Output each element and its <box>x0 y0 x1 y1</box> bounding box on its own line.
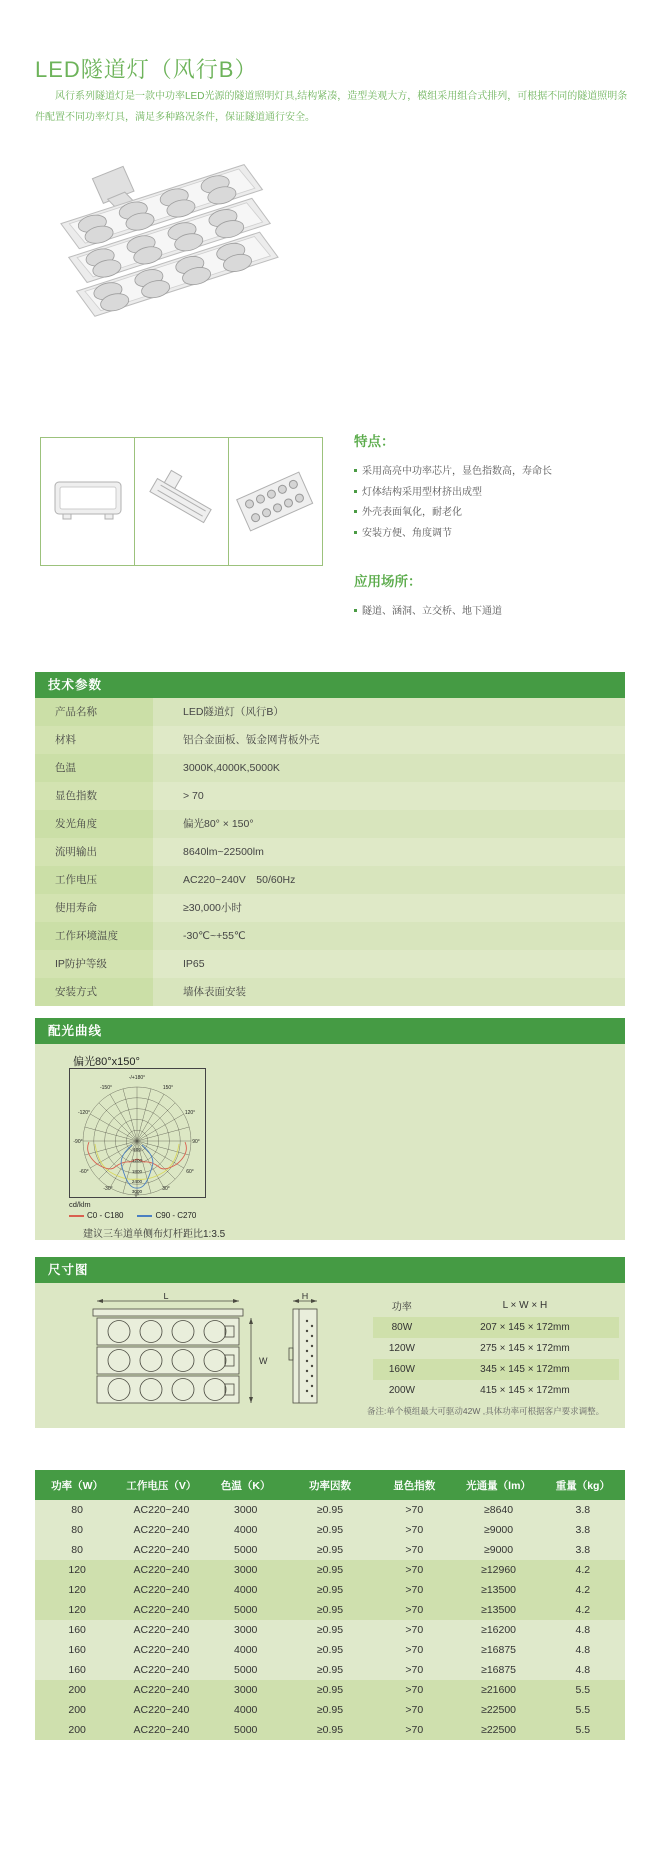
cell: ≥0.95 <box>288 1600 372 1620</box>
bullet-icon <box>354 490 357 493</box>
dimension-table-header <box>373 1293 619 1317</box>
cell: >70 <box>372 1560 456 1580</box>
tech-param-row: 安装方式 墙体表面安装 <box>35 978 625 1006</box>
cell: 4000 <box>204 1520 288 1540</box>
cell: AC220~240 <box>119 1720 203 1740</box>
cell: ≥13500 <box>456 1600 540 1620</box>
dimension-row <box>373 1338 619 1359</box>
spec-row <box>35 1700 625 1720</box>
cell: ≥13500 <box>456 1580 540 1600</box>
cell: AC220~240 <box>119 1520 203 1540</box>
page-title: LED隧道灯（风行B） <box>35 56 258 82</box>
angle-tick: -90° <box>73 1139 83 1145</box>
cell: ≥0.95 <box>288 1680 372 1700</box>
angle-tick: 0° <box>134 1192 140 1197</box>
dimension-row <box>373 1317 619 1338</box>
cell: >70 <box>372 1660 456 1680</box>
photometric-header: 配光曲线 <box>35 1018 625 1044</box>
photometric-panel <box>35 1044 625 1240</box>
angle-tick: 60° <box>186 1169 194 1175</box>
chart-legend <box>69 1211 210 1220</box>
bullet-icon <box>354 469 357 472</box>
cell: ≥0.95 <box>288 1520 372 1540</box>
cell: ≥21600 <box>456 1680 540 1700</box>
spec-row <box>35 1620 625 1640</box>
cell: >70 <box>372 1500 456 1520</box>
cell: 4.2 <box>541 1560 625 1580</box>
cell: ≥0.95 <box>288 1500 372 1520</box>
legend-blue-line-icon <box>137 1215 152 1217</box>
tech-params-table <box>35 698 625 1006</box>
legend-item <box>69 1211 123 1220</box>
cell: >70 <box>372 1620 456 1640</box>
cell: 160 <box>35 1640 119 1660</box>
spec-table-header <box>35 1470 625 1500</box>
cell: 200W <box>388 1385 415 1396</box>
cell: 200 <box>35 1720 119 1740</box>
list-item: 隧道、涵洞、立交桥、地下通道 <box>354 602 629 623</box>
applications-heading: 应用场所： <box>354 574 422 589</box>
tech-param-row: 工作环境温度 -30℃~+55℃ <box>35 922 625 950</box>
cell: 5.5 <box>541 1680 625 1700</box>
unit-label: cd/klm <box>69 1200 91 1209</box>
angle-tick: -60° <box>79 1169 89 1175</box>
cell: 5000 <box>204 1600 288 1620</box>
front-view-drawing <box>75 1293 275 1415</box>
column-header: 功率（W） <box>35 1470 119 1500</box>
cell: 5.5 <box>541 1700 625 1720</box>
angle-tick: 120° <box>184 1110 196 1116</box>
spec-row <box>35 1600 625 1620</box>
thumbnail-angled-view[interactable] <box>134 437 229 566</box>
light-distribution-curve <box>70 1069 205 1197</box>
column-header: 功率因数 <box>288 1470 372 1500</box>
angle-tick: -120° <box>77 1110 91 1116</box>
cell: AC220~240 <box>119 1660 203 1680</box>
spec-row <box>35 1660 625 1680</box>
cell: 4000 <box>204 1580 288 1600</box>
cell: 4.2 <box>541 1580 625 1600</box>
list-item: 外壳表面氧化，耐老化 <box>354 503 629 524</box>
cell: ≥9000 <box>456 1540 540 1560</box>
cell: 3.8 <box>541 1520 625 1540</box>
dim-label-L: L <box>163 1293 169 1301</box>
intro-paragraph: 风行系列隧道灯是一款中功率LED光源的隧道照明灯具,结构紧凑，造型美观大方，模组采用组合式排列，可根据不同的隧道照明条件配置不同功率灯具，满足多种路况条件，保证隧道通行安全。 <box>35 91 628 123</box>
spec-row <box>35 1540 625 1560</box>
beam-angle-label: 偏光80°x150° <box>73 1056 140 1068</box>
product-photo <box>45 145 300 395</box>
cell: ≥0.95 <box>288 1540 372 1560</box>
cell: >70 <box>372 1540 456 1560</box>
spec-row <box>35 1580 625 1600</box>
cell: 345 × 145 × 172mm <box>480 1364 570 1375</box>
column-header: 显色指数 <box>372 1470 456 1500</box>
cell: 4.8 <box>541 1620 625 1640</box>
cell: >70 <box>372 1720 456 1740</box>
cell: 3000 <box>204 1560 288 1580</box>
dimensions-panel <box>35 1283 625 1428</box>
cell: 80 <box>35 1500 119 1520</box>
cell: 160W <box>388 1364 415 1375</box>
radial-tick: 1800 <box>131 1169 143 1174</box>
radial-tick: 600 <box>133 1147 141 1152</box>
cell: 4.8 <box>541 1640 625 1660</box>
spec-row <box>35 1500 625 1520</box>
dimension-row <box>373 1359 619 1380</box>
dim-label-H: H <box>301 1293 309 1301</box>
cell: 3000 <box>204 1620 288 1640</box>
cell: 4000 <box>204 1700 288 1720</box>
cell: ≥0.95 <box>288 1640 372 1660</box>
cell: ≥22500 <box>456 1700 540 1720</box>
cell: >70 <box>372 1640 456 1660</box>
tunnel-light-illustration <box>45 145 300 395</box>
list-item: 灯体结构采用型材挤出成型 <box>354 483 629 504</box>
tech-param-row: 工作电压 AC220~240V 50/60Hz <box>35 866 625 894</box>
cell: AC220~240 <box>119 1600 203 1620</box>
radial-tick: 3000 <box>131 1189 143 1194</box>
cell: 3.8 <box>541 1500 625 1520</box>
cell: 160 <box>35 1620 119 1640</box>
angle-tick: 150° <box>162 1085 174 1091</box>
cell: 3000 <box>204 1500 288 1520</box>
cell: 120 <box>35 1580 119 1600</box>
cell: 415 × 145 × 172mm <box>480 1385 570 1396</box>
info-column <box>354 430 629 623</box>
cell: 4.8 <box>541 1660 625 1680</box>
dimension-table <box>373 1293 619 1401</box>
cell: AC220~240 <box>119 1640 203 1660</box>
tech-param-row: 流明输出 8640lm~22500lm <box>35 838 625 866</box>
features-list <box>354 462 629 544</box>
cell: 120 <box>35 1600 119 1620</box>
cell: ≥0.95 <box>288 1720 372 1740</box>
cell: 207 × 145 × 172mm <box>480 1322 570 1333</box>
cell: ≥0.95 <box>288 1560 372 1580</box>
cell: 120 <box>35 1560 119 1580</box>
cell: 80 <box>35 1520 119 1540</box>
cell: ≥0.95 <box>288 1700 372 1720</box>
angle-tick: -150° <box>99 1085 113 1091</box>
column-header: 工作电压（V） <box>119 1470 203 1500</box>
tech-param-row: 色温 3000K,4000K,5000K <box>35 754 625 782</box>
applications-list <box>354 602 629 623</box>
cell: 200 <box>35 1680 119 1700</box>
thumb-module-icon <box>231 442 321 562</box>
cell: ≥12960 <box>456 1560 540 1580</box>
thumbnail-module-view[interactable] <box>228 437 323 566</box>
angle-tick: -30° <box>103 1186 113 1192</box>
cell: >70 <box>372 1580 456 1600</box>
radial-tick: 1200 <box>131 1158 143 1163</box>
cell: ≥9000 <box>456 1520 540 1540</box>
cell: 4000 <box>204 1640 288 1660</box>
bullet-icon <box>354 531 357 534</box>
thumbnail-row <box>40 437 323 566</box>
legend-item <box>137 1211 196 1220</box>
tech-params-header: 技术参数 <box>35 672 625 698</box>
thumb-angled-icon <box>137 442 227 562</box>
cell: AC220~240 <box>119 1540 203 1560</box>
spec-row <box>35 1640 625 1660</box>
dimensions-header: 尺寸图 <box>35 1257 625 1283</box>
spec-row <box>35 1720 625 1740</box>
features-heading: 特点： <box>354 434 395 449</box>
bullet-icon <box>354 510 357 513</box>
spec-table <box>35 1470 625 1740</box>
spec-row <box>35 1560 625 1580</box>
cell: ≥16875 <box>456 1640 540 1660</box>
cell: ≥0.95 <box>288 1660 372 1680</box>
tech-param-row: IP防护等级 IP65 <box>35 950 625 978</box>
bullet-icon <box>354 609 357 612</box>
dimension-row <box>373 1380 619 1401</box>
tech-param-row: 使用寿命 ≥30,000小时 <box>35 894 625 922</box>
radial-tick: 2400 <box>131 1179 143 1184</box>
angle-tick: -/+180° <box>128 1075 146 1081</box>
cell: >70 <box>372 1520 456 1540</box>
cell: ≥0.95 <box>288 1620 372 1640</box>
cell: AC220~240 <box>119 1700 203 1720</box>
thumb-front-icon <box>43 442 133 562</box>
column-header: 光通量（lm） <box>456 1470 540 1500</box>
cell: AC220~240 <box>119 1680 203 1700</box>
angle-tick: 90° <box>192 1139 200 1145</box>
cell: AC220~240 <box>119 1620 203 1640</box>
tech-param-row: 显色指数 > 70 <box>35 782 625 810</box>
tech-param-row: 材料 铝合金面板、钣金网背板外壳 <box>35 726 625 754</box>
cell: >70 <box>372 1600 456 1620</box>
cell: ≥0.95 <box>288 1580 372 1600</box>
angle-tick: 30° <box>162 1186 170 1192</box>
column-header: 功率 <box>391 1301 412 1313</box>
cell: 4.2 <box>541 1600 625 1620</box>
column-header: 色温（K） <box>204 1470 288 1500</box>
cell: 5000 <box>204 1540 288 1560</box>
cell: ≥8640 <box>456 1500 540 1520</box>
cell: 5.5 <box>541 1720 625 1740</box>
spec-row <box>35 1680 625 1700</box>
cell: 275 × 145 × 172mm <box>480 1343 570 1354</box>
cell: 80 <box>35 1540 119 1560</box>
tech-param-row: 发光角度 偏光80° × 150° <box>35 810 625 838</box>
cell: 5000 <box>204 1660 288 1680</box>
column-header: 重量（kg） <box>541 1470 625 1500</box>
cell: 200 <box>35 1700 119 1720</box>
tech-param-row: 产品名称 LED隧道灯（风行B） <box>35 698 625 726</box>
cell: 120W <box>388 1343 415 1354</box>
cell: 80W <box>391 1322 413 1333</box>
cell: AC220~240 <box>119 1560 203 1580</box>
side-view-drawing <box>277 1293 337 1415</box>
cell: ≥16875 <box>456 1660 540 1680</box>
polar-chart <box>69 1068 206 1198</box>
cell: >70 <box>372 1680 456 1700</box>
thumbnail-front-view[interactable] <box>40 437 135 566</box>
legend-label: C0 - C180 <box>87 1211 124 1220</box>
cell: ≥16200 <box>456 1620 540 1640</box>
cell: 5000 <box>204 1720 288 1740</box>
list-item: 采用高亮中功率芯片，显色指数高，寿命长 <box>354 462 629 483</box>
cell: ≥22500 <box>456 1720 540 1740</box>
cell: 3.8 <box>541 1540 625 1560</box>
cell: >70 <box>372 1700 456 1720</box>
cell: 3000 <box>204 1680 288 1700</box>
cell: 160 <box>35 1660 119 1680</box>
column-header: L × W × H <box>502 1299 548 1311</box>
dim-label-W: W <box>259 1356 268 1366</box>
legend-red-line-icon <box>69 1215 84 1217</box>
pole-spacing-note: 建议三车道单侧布灯杆距比1:3.5 <box>83 1229 226 1240</box>
list-item: 安装方便、角度调节 <box>354 524 629 545</box>
legend-label: C90 - C270 <box>155 1211 197 1220</box>
spec-row <box>35 1520 625 1540</box>
cell: AC220~240 <box>119 1500 203 1520</box>
dimension-note: 备注:单个模组最大可驱动42W ,具体功率可根据客户要求调整。 <box>367 1406 605 1416</box>
cell: AC220~240 <box>119 1580 203 1600</box>
